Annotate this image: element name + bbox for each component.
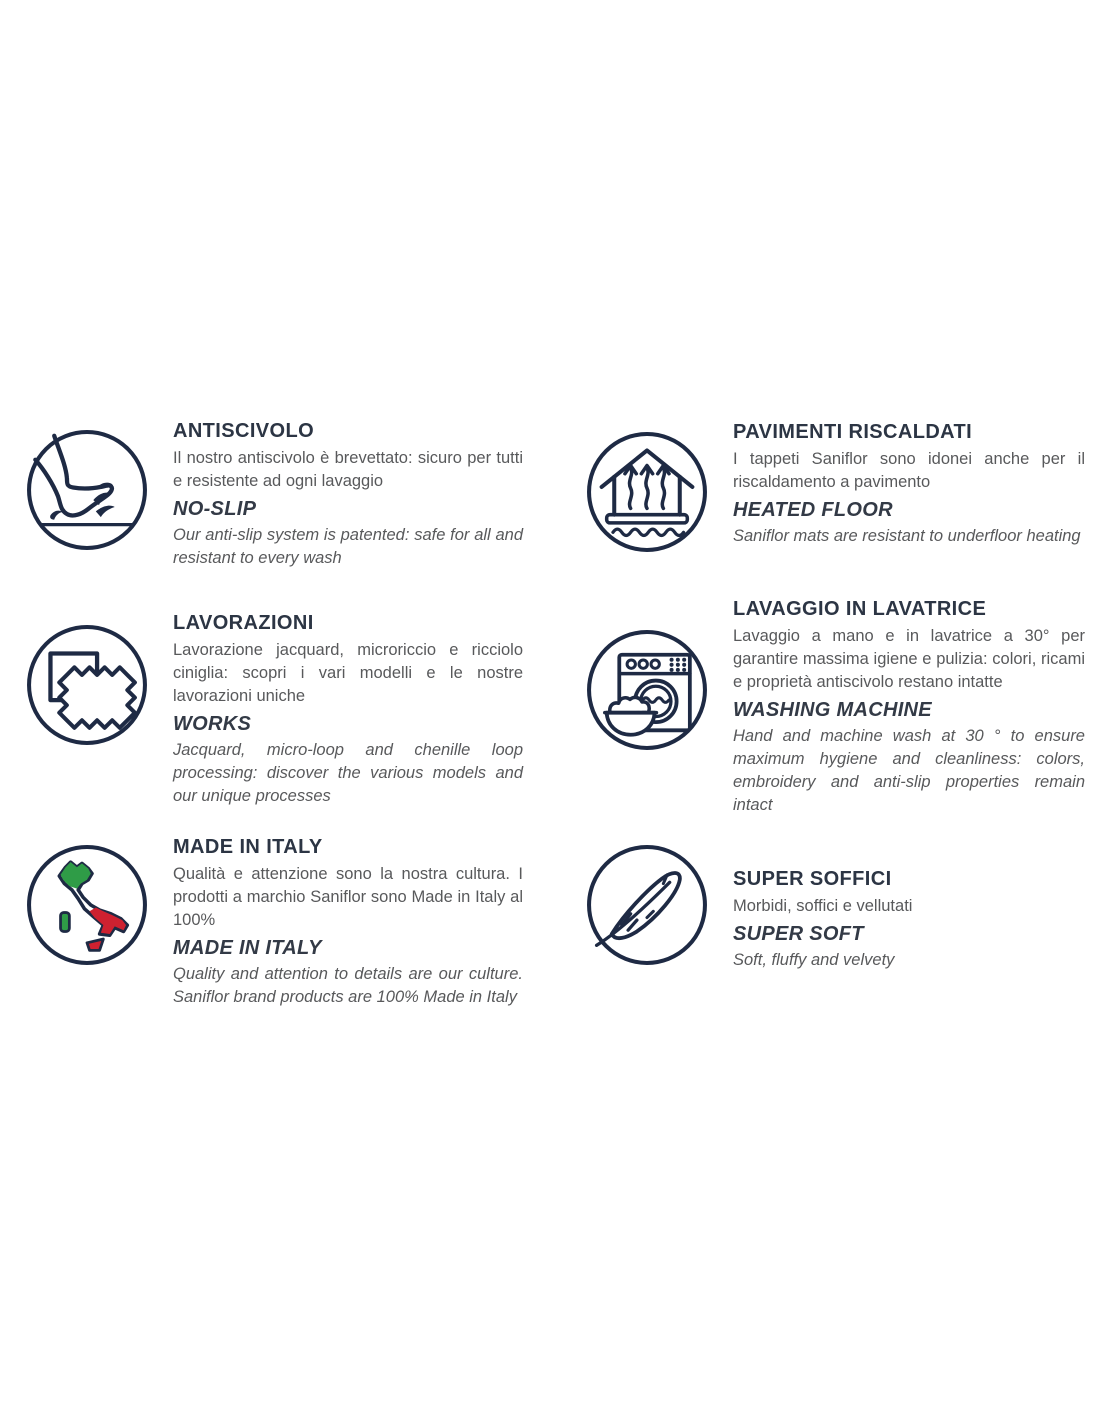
feature-body-en: Quality and attention to details are our culture. Saniflor brand products are 100% Made in Italy xyxy=(173,965,523,1006)
feature-title-it: PAVIMENTI RISCALDATI xyxy=(733,421,973,443)
feature-title-en: NO-SLIP xyxy=(173,498,257,520)
feature-body-en: Soft, fluffy and velvety xyxy=(733,951,895,969)
feature-body-it: Lavaggio a mano e in lavatrice a 30° per garantire massima igiene e pulizia: colori, ricami e proprietà antiscivolo restano intatte xyxy=(733,627,1085,691)
feature-title-en: HEATED FLOOR xyxy=(733,499,893,521)
feature-title-it: SUPER SOFFICI xyxy=(733,868,892,890)
fabric-swatch-icon xyxy=(24,622,150,748)
feature-body-en: Jacquard, micro-loop and chenille loop processing: discover the various models and our unique processes xyxy=(173,741,523,805)
washing-machine-icon xyxy=(584,627,710,753)
feature-title-it: MADE IN ITALY xyxy=(173,836,323,858)
feature-title-en: MADE IN ITALY xyxy=(173,937,322,959)
feature-body-it: Lavorazione jacquard, microriccio e ricciolo ciniglia: scopri i vari modelli e le nostre lavorazioni uniche xyxy=(173,641,523,705)
feature-body-en: Our anti-slip system is patented: safe for all and resistant to every wash xyxy=(173,526,523,567)
feature-title-it: ANTISCIVOLO xyxy=(173,420,315,442)
feature-title-en: SUPER SOFT xyxy=(733,923,864,945)
feature-title-it: LAVAGGIO IN LAVATRICE xyxy=(733,598,987,620)
feature-body-en: Hand and machine wash at 30 ° to ensure maximum hygiene and cleanliness: colors, embroidery and anti-slip properties remain intact xyxy=(733,727,1085,814)
feature-title-en: WORKS xyxy=(173,713,252,735)
italy-map-icon xyxy=(24,842,150,968)
feature-antiscivolo xyxy=(24,420,523,570)
feather-icon xyxy=(584,842,710,968)
feature-body-it: I tappeti Saniflor sono idonei anche per il riscaldamento a pavimento xyxy=(733,450,1085,491)
feature-lavaggio-in-lavatrice xyxy=(584,598,1085,817)
heated-floor-icon xyxy=(584,429,710,555)
feature-body-en: Saniflor mats are resistant to underfloor heating xyxy=(733,527,1081,545)
feature-body-it: Qualità e attenzione sono la nostra cultura. I prodotti a marchio Saniflor sono Made in Italy al 100% xyxy=(173,865,523,929)
feature-pavimenti-riscaldati xyxy=(584,421,1085,555)
feature-title-en: WASHING MACHINE xyxy=(733,699,932,721)
feature-lavorazioni xyxy=(24,612,523,808)
feature-body-it: Morbidi, soffici e vellutati xyxy=(733,897,913,915)
foot-icon xyxy=(24,427,150,553)
feature-body-it: Il nostro antiscivolo è brevettato: sicuro per tutti e resistente ad ogni lavaggio xyxy=(173,449,523,490)
feature-super-soffici xyxy=(584,842,1085,972)
feature-made-in-italy xyxy=(24,836,523,1009)
feature-title-it: LAVORAZIONI xyxy=(173,612,314,634)
